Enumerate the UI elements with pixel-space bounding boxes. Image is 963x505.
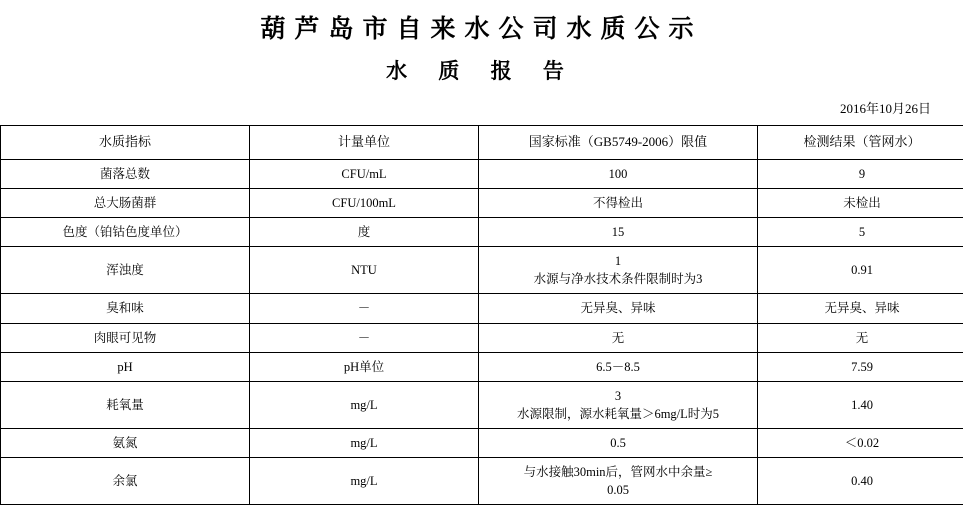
cell-result: 7.59 xyxy=(758,352,963,381)
standard-line-1: 无 xyxy=(483,329,753,347)
cell-result: 5 xyxy=(758,218,963,247)
cell-result: 9 xyxy=(758,159,963,188)
standard-line-1: 1 xyxy=(483,252,753,270)
cell-indicator: 浑浊度 xyxy=(1,247,250,294)
cell-indicator: 耗氧量 xyxy=(1,381,250,428)
table-row xyxy=(1,188,963,217)
page-title: 葫芦岛市自来水公司水质公示 xyxy=(0,9,963,45)
cell-standard xyxy=(479,294,758,323)
cell-result: 无异臭、异味 xyxy=(758,294,963,323)
cell-indicator: 总大肠菌群 xyxy=(1,188,250,217)
header-indicator: 水质指标 xyxy=(1,126,250,160)
cell-indicator: 氨氮 xyxy=(1,429,250,458)
cell-unit: 度 xyxy=(250,218,479,247)
cell-unit: mg/L xyxy=(250,381,479,428)
standard-line-2: 水源与净水技术条件限制时为3 xyxy=(483,270,753,288)
table-row xyxy=(1,458,963,505)
cell-standard xyxy=(479,429,758,458)
cell-indicator: pH xyxy=(1,352,250,381)
cell-result: 1.40 xyxy=(758,381,963,428)
table-row xyxy=(1,352,963,381)
cell-result: 未检出 xyxy=(758,188,963,217)
cell-standard xyxy=(479,218,758,247)
header-result: 检测结果（管网水） xyxy=(758,126,963,160)
page-subtitle: 水 质 报 告 xyxy=(0,55,963,85)
cell-unit: － xyxy=(250,294,479,323)
cell-standard xyxy=(479,458,758,505)
table-row xyxy=(1,294,963,323)
cell-standard xyxy=(479,188,758,217)
standard-line-1: 15 xyxy=(483,223,753,241)
cell-unit: mg/L xyxy=(250,429,479,458)
report-date: 2016年10月26日 xyxy=(0,98,963,117)
cell-standard xyxy=(479,352,758,381)
table-row xyxy=(1,159,963,188)
cell-standard xyxy=(479,159,758,188)
cell-result: 无 xyxy=(758,323,963,352)
standard-line-2: 0.05 xyxy=(483,481,753,499)
table-row xyxy=(1,247,963,294)
cell-indicator: 臭和味 xyxy=(1,294,250,323)
table-row xyxy=(1,218,963,247)
cell-unit: NTU xyxy=(250,247,479,294)
header-unit: 计量单位 xyxy=(250,126,479,160)
table-row xyxy=(1,323,963,352)
cell-indicator: 肉眼可见物 xyxy=(1,323,250,352)
standard-line-1: 3 xyxy=(483,387,753,405)
cell-result: 0.40 xyxy=(758,458,963,505)
cell-standard xyxy=(479,247,758,294)
table-row xyxy=(1,381,963,428)
header-standard: 国家标准（GB5749-2006）限值 xyxy=(479,126,758,160)
water-quality-table xyxy=(0,125,963,505)
cell-result: ＜0.02 xyxy=(758,429,963,458)
standard-line-1: 无异臭、异味 xyxy=(483,299,753,317)
standard-line-1: 0.5 xyxy=(483,434,753,452)
cell-indicator: 菌落总数 xyxy=(1,159,250,188)
cell-unit: mg/L xyxy=(250,458,479,505)
cell-unit: CFU/mL xyxy=(250,159,479,188)
cell-standard xyxy=(479,323,758,352)
cell-result: 0.91 xyxy=(758,247,963,294)
cell-indicator: 色度（铂钴色度单位） xyxy=(1,218,250,247)
cell-unit: pH单位 xyxy=(250,352,479,381)
standard-line-1: 不得检出 xyxy=(483,194,753,212)
cell-unit: － xyxy=(250,323,479,352)
table-row xyxy=(1,429,963,458)
table-header-row xyxy=(1,126,963,160)
standard-line-2: 水源限制，源水耗氧量＞6mg/L时为5 xyxy=(483,405,753,423)
standard-line-1: 6.5－8.5 xyxy=(483,358,753,376)
standard-line-1: 与水接触30min后，管网水中余量≥ xyxy=(483,463,753,481)
water-quality-report-page xyxy=(0,9,963,503)
cell-indicator: 余氯 xyxy=(1,458,250,505)
standard-line-1: 100 xyxy=(483,165,753,183)
cell-standard xyxy=(479,381,758,428)
cell-unit: CFU/100mL xyxy=(250,188,479,217)
